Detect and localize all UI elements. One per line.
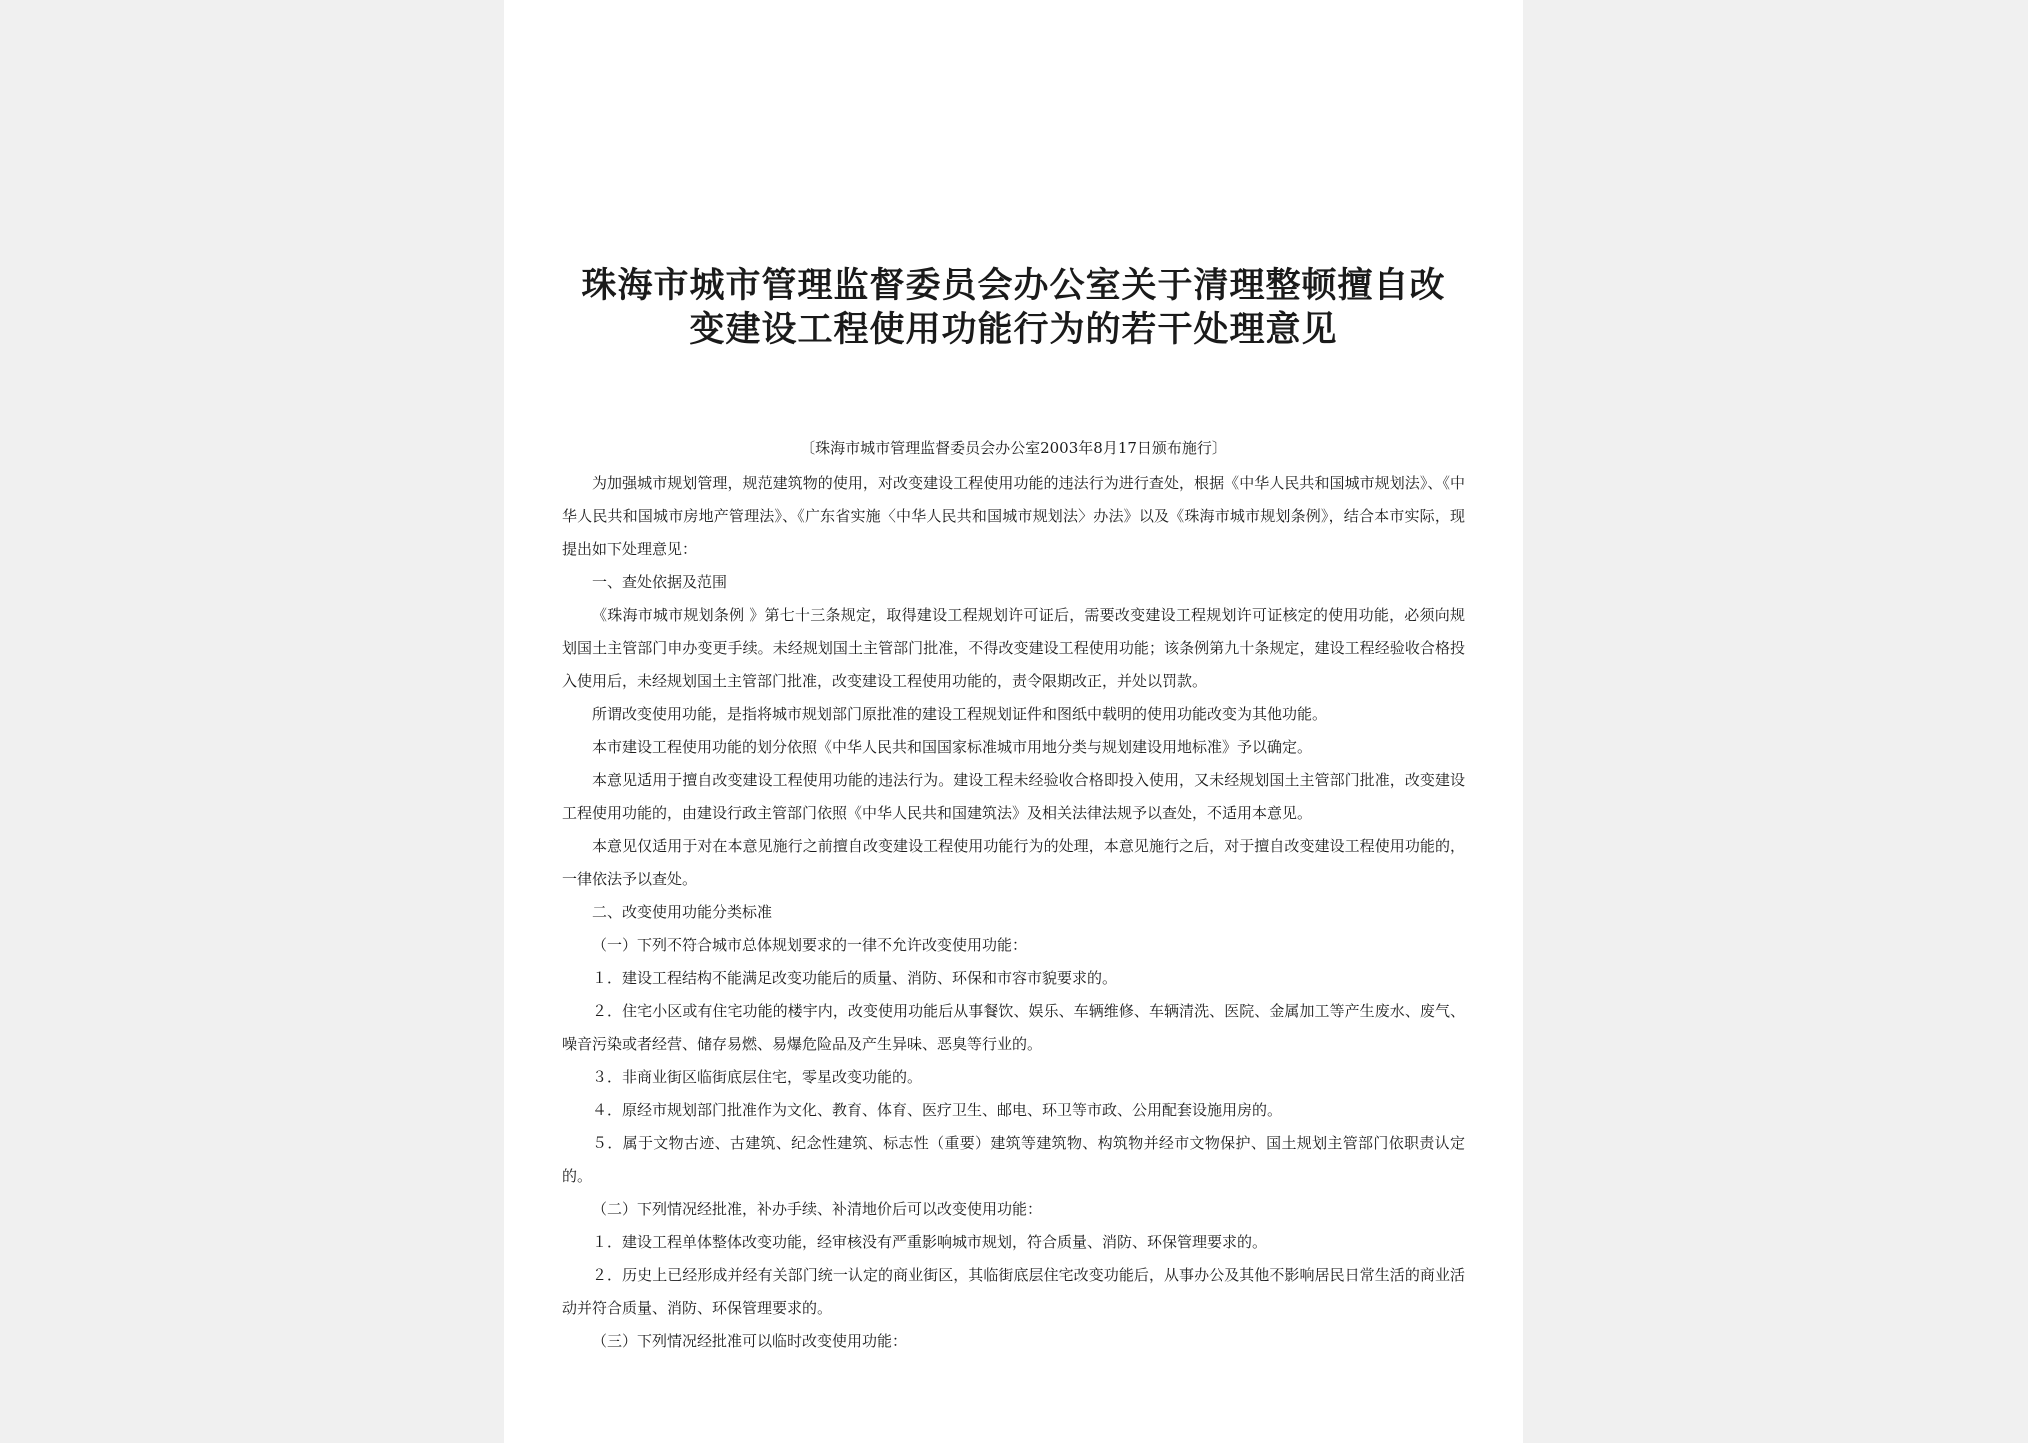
subsection-heading: （二）下列情况经批准，补办手续、补清地价后可以改变使用功能： <box>592 1200 1043 1218</box>
subsection-heading: （三）下列情况经批准可以临时改变使用功能： <box>592 1332 908 1350</box>
paragraph: 《珠海市城市规划条例 》第七十三条规定，取得建设工程规划许可证后，需要改变建设工程规划许可证核定的使用功能，必须向规划国土主管部门申办变更手续。未经规划国土主管部门批准，不得改变建设工程使用功能；该条例第九十条规定，建设工程经验收合格投入使用后，未经规划国土主管部门批准，改变建设工程使用功能的，责令限期改正，并处以罚款。 <box>562 606 1465 690</box>
list-item: ２．住宅小区或有住宅功能的楼宇内，改变使用功能后从事餐饮、娱乐、车辆维修、车辆清洗、医院、金属加工等产生废水、废气、噪音污染或者经营、储存易燃、易爆危险品及产生异味、恶臭等行业的。 <box>562 1002 1465 1053</box>
issuance-note: 〔珠海市城市管理监督委员会办公室2003年8月17日颁布施行〕 <box>800 439 1227 457</box>
list-item: ４．原经市规划部门批准作为文化、教育、体育、医疗卫生、邮电、环卫等市政、公用配套设施用房的。 <box>592 1101 1283 1119</box>
list-item: ２．历史上已经形成并经有关部门统一认定的商业街区，其临街底层住宅改变功能后，从事办公及其他不影响居民日常生活的商业活动并符合质量、消防、环保管理要求的。 <box>562 1266 1465 1317</box>
paragraph: 所谓改变使用功能，是指将城市规划部门原批准的建设工程规划证件和图纸中载明的使用功能改变为其他功能。 <box>592 705 1328 723</box>
list-item: １．建设工程结构不能满足改变功能后的质量、消防、环保和市容市貌要求的。 <box>592 969 1118 987</box>
paragraph: 为加强城市规划管理，规范建筑物的使用，对改变建设工程使用功能的违法行为进行查处，根据《中华人民共和国城市规划法》、《中华人民共和国城市房地产管理法》、《广东省实施〈中华人民共和国城市规划法〉办法》以及《珠海市城市规划条例》，结合本市实际，现提出如下处理意见： <box>562 474 1465 558</box>
section-heading: 一、查处依据及范围 <box>592 573 728 591</box>
title-line-2: 变建设工程使用功能行为的若干处理意见 <box>689 309 1338 350</box>
paragraph: 本意见仅适用于对在本意见施行之前擅自改变建设工程使用功能行为的处理，本意见施行之后，对于擅自改变建设工程使用功能的，一律依法予以查处。 <box>562 837 1465 888</box>
list-item: １．建设工程单体整体改变功能，经审核没有严重影响城市规划，符合质量、消防、环保管理要求的。 <box>592 1233 1268 1251</box>
paragraph: 本市建设工程使用功能的划分依照《中华人民共和国国家标准城市用地分类与规划建设用地标准》予以确定。 <box>592 738 1313 756</box>
document-body <box>562 467 1465 1358</box>
document-title <box>562 264 1465 352</box>
paragraph: 本意见适用于擅自改变建设工程使用功能的违法行为。建设工程未经验收合格即投入使用，又未经规划国土主管部门批准，改变建设工程使用功能的，由建设行政主管部门依照《中华人民共和国建筑法》及相关法律法规予以查处，不适用本意见。 <box>562 771 1465 822</box>
section-heading: 二、改变使用功能分类标准 <box>592 903 773 921</box>
list-item: ５．属于文物古迹、古建筑、纪念性建筑、标志性（重要）建筑等建筑物、构筑物并经市文物保护、国土规划主管部门依职责认定的。 <box>562 1134 1465 1185</box>
title-line-1: 珠海市城市管理监督委员会办公室关于清理整顿擅自改 <box>581 265 1446 306</box>
list-item: ３．非商业街区临街底层住宅，零星改变功能的。 <box>592 1068 923 1086</box>
subsection-heading: （一）下列不符合城市总体规划要求的一律不允许改变使用功能： <box>592 936 1028 954</box>
document-page <box>504 0 1523 1443</box>
